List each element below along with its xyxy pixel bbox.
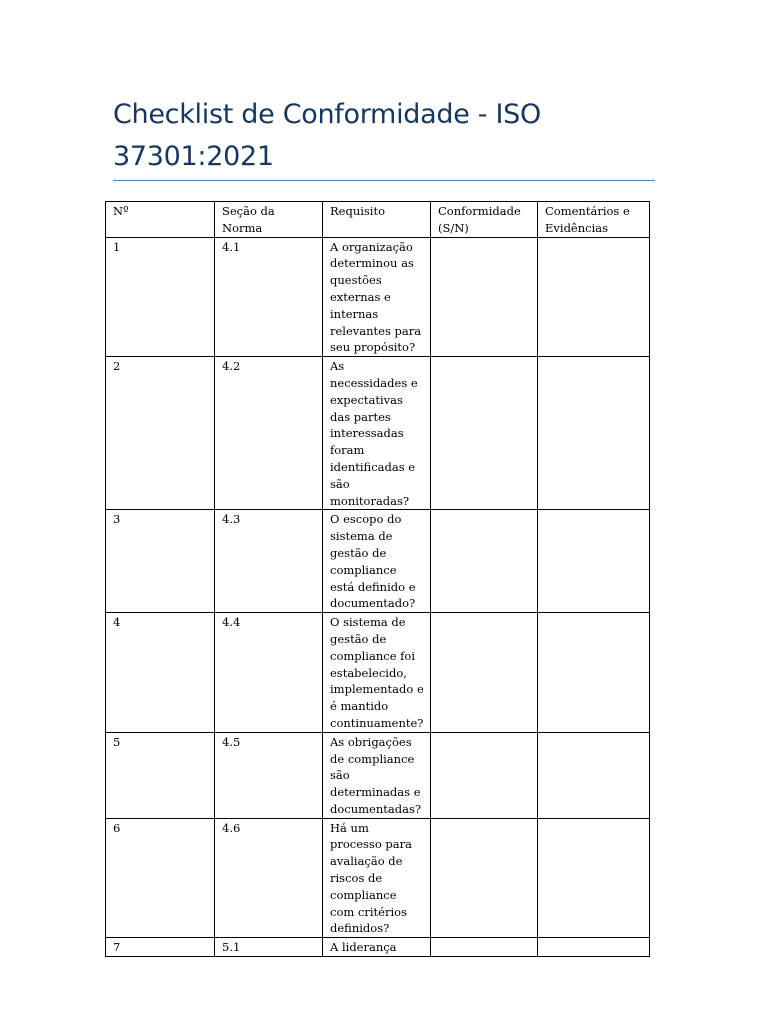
row-conformity-cell[interactable] bbox=[431, 613, 538, 733]
row-comments-cell[interactable] bbox=[538, 938, 650, 957]
row-num: 6 bbox=[106, 818, 215, 938]
table-row bbox=[106, 938, 650, 957]
header-conformity: Conformidade (S/N) bbox=[431, 202, 538, 238]
table-header-row bbox=[106, 202, 650, 238]
row-section: 4.6 bbox=[215, 818, 323, 938]
row-num: 7 bbox=[106, 938, 215, 957]
row-section: 4.4 bbox=[215, 613, 323, 733]
table-row bbox=[106, 237, 650, 357]
row-comments-cell[interactable] bbox=[538, 818, 650, 938]
row-num: 5 bbox=[106, 732, 215, 818]
row-num: 1 bbox=[106, 237, 215, 357]
row-comments-cell[interactable] bbox=[538, 357, 650, 510]
row-conformity-cell[interactable] bbox=[431, 237, 538, 357]
row-comments-cell[interactable] bbox=[538, 510, 650, 613]
row-requirement: As necessidades e expectativas das partes interessadas foram identificadas e são monitoradas? bbox=[323, 357, 431, 510]
row-conformity-cell[interactable] bbox=[431, 818, 538, 938]
checklist-table bbox=[105, 201, 650, 957]
row-num: 2 bbox=[106, 357, 215, 510]
row-comments-cell[interactable] bbox=[538, 237, 650, 357]
row-requirement: As obrigações de compliance são determinadas e documentadas? bbox=[323, 732, 431, 818]
row-section: 4.5 bbox=[215, 732, 323, 818]
row-num: 4 bbox=[106, 613, 215, 733]
row-conformity-cell[interactable] bbox=[431, 357, 538, 510]
header-comments: Comentários e Evidências bbox=[538, 202, 650, 238]
row-section: 4.2 bbox=[215, 357, 323, 510]
row-requirement: O sistema de gestão de compliance foi estabelecido, implementado e é mantido continuamente? bbox=[323, 613, 431, 733]
row-requirement: A organização determinou as questões externas e internas relevantes para seu propósito? bbox=[323, 237, 431, 357]
row-requirement: Há um processo para avaliação de riscos de compliance com critérios definidos? bbox=[323, 818, 431, 938]
header-section: Seção da Norma bbox=[215, 202, 323, 238]
header-num: Nº bbox=[106, 202, 215, 238]
row-conformity-cell[interactable] bbox=[431, 938, 538, 957]
row-requirement: O escopo do sistema de gestão de compliance está definido e documentado? bbox=[323, 510, 431, 613]
title-underline bbox=[113, 180, 655, 181]
table-row bbox=[106, 818, 650, 938]
row-comments-cell[interactable] bbox=[538, 613, 650, 733]
table-row bbox=[106, 510, 650, 613]
row-comments-cell[interactable] bbox=[538, 732, 650, 818]
row-section: 4.3 bbox=[215, 510, 323, 613]
row-num: 3 bbox=[106, 510, 215, 613]
row-requirement: A liderança bbox=[323, 938, 431, 957]
row-conformity-cell[interactable] bbox=[431, 732, 538, 818]
document-title: Checklist de Conformidade - ISO 37301:2021 bbox=[113, 99, 541, 172]
table-row bbox=[106, 613, 650, 733]
table-row bbox=[106, 357, 650, 510]
row-section: 4.1 bbox=[215, 237, 323, 357]
row-section: 5.1 bbox=[215, 938, 323, 957]
row-conformity-cell[interactable] bbox=[431, 510, 538, 613]
header-requirement: Requisito bbox=[323, 202, 431, 238]
table-row bbox=[106, 732, 650, 818]
